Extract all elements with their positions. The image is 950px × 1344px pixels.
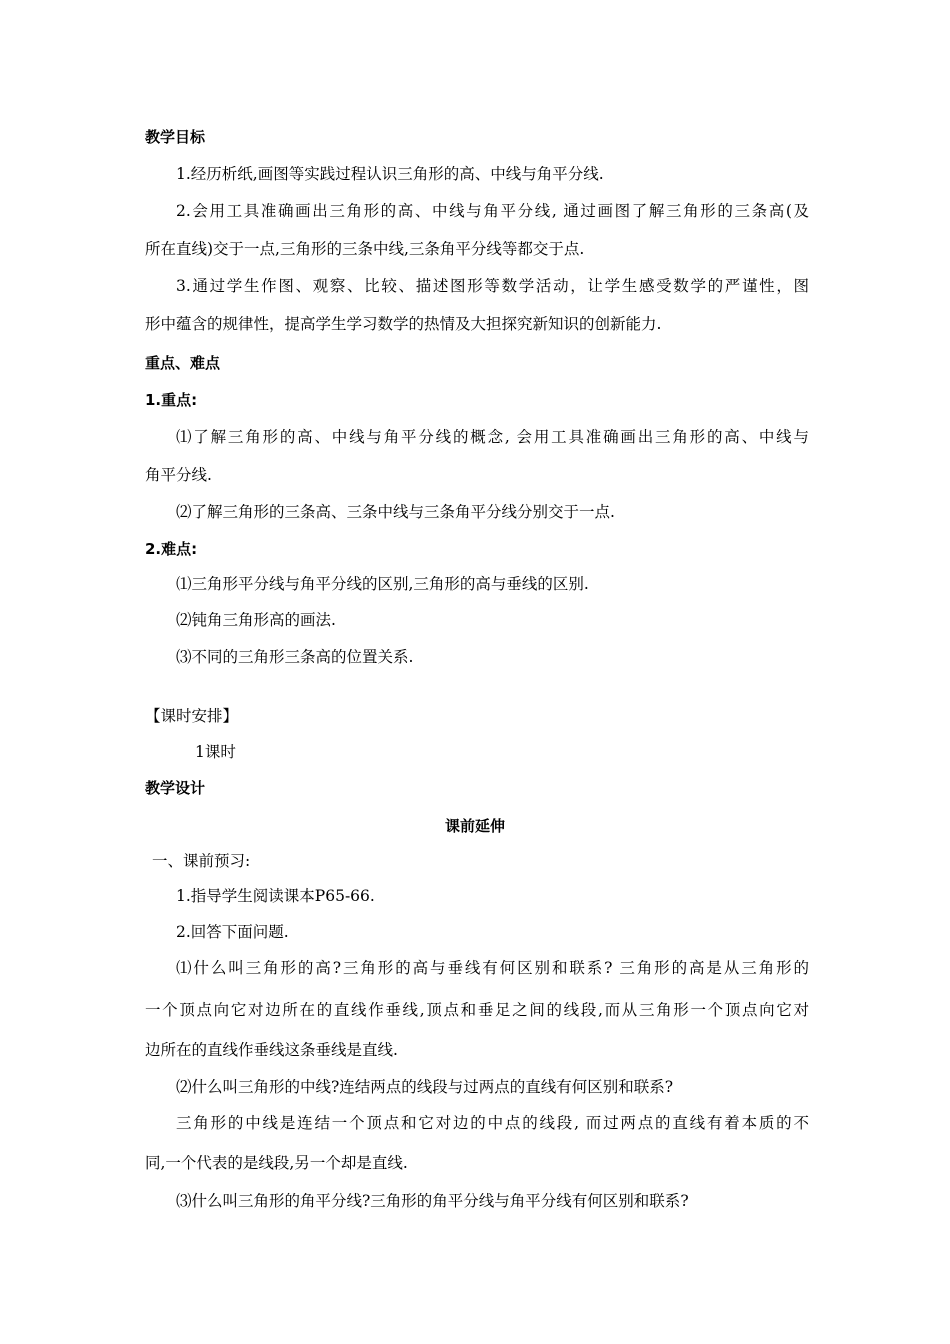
preview-step-2: 2.回答下面问题. [176,923,289,941]
section-heading-objectives: 教学目标 [145,128,206,146]
preview-step-1: 1.指导学生阅读课本P65-66. [176,887,375,905]
question-2: ⑵什么叫三角形的中线?连结两点的线段与过两点的直线有何区别和联系? [176,1078,674,1096]
focus-item-1-line-1: ⑴了解三角形的高、中线与角平分线的概念, 会用工具准确画出三角形的高、中线与 [176,428,809,446]
preview-heading: 一、课前预习: [152,852,251,870]
difficulty-item-1: ⑴三角形平分线与角平分线的区别,三角形的高与垂线的区别. [176,575,589,593]
question-3: ⑶什么叫三角形的角平分线?三角形的角平分线与角平分线有何区别和联系? [176,1192,689,1210]
focus-item-1-line-2: 角平分线. [145,466,212,484]
difficulty-item-2: ⑵钝角三角形高的画法. [176,611,336,629]
difficulty-heading: 2.难点: [145,540,198,558]
question-1-line-3: 边所在的直线作垂线这条垂线是直线. [145,1041,398,1059]
answer-2-line-1: 三角形的中线是连结一个顶点和它对边的中点的线段, 而过两点的直线有着本质的不 [176,1114,809,1132]
schedule-heading: 【课时安排】 [145,707,239,725]
design-subheading: 课前延伸 [444,817,505,835]
objective-item-1: 1.经历析纸,画图等实践过程认识三角形的高、中线与角平分线. [176,165,604,183]
focus-item-2: ⑵了解三角形的三条高、三条中线与三条角平分线分别交于一点. [176,503,615,521]
section-heading-keypoints: 重点、难点 [145,354,221,372]
question-1-line-2: 一个顶点向它对边所在的直线作垂线,顶点和垂足之间的线段,而从三角形一个顶点向它对 [145,1001,809,1019]
focus-heading: 1.重点: [145,391,198,409]
objective-item-3-line-1: 3.通过学生作图、观察、比较、描述图形等数学活动，让学生感受数学的严谨性，图 [176,277,809,295]
section-heading-design: 教学设计 [145,779,206,797]
question-1-line-1: ⑴什么叫三角形的高?三角形的高与垂线有何区别和联系? 三角形的高是从三角形的 [176,959,809,977]
difficulty-item-3: ⑶不同的三角形三条高的位置关系. [176,648,414,666]
answer-2-line-2: 同,一个代表的是线段,另一个却是直线. [145,1154,408,1172]
objective-item-3-line-2: 形中蕴含的规律性，提高学生学习数学的热情及大担探究新知识的创新能力. [145,315,662,333]
objective-item-2-line-1: 2.会用工具准确画出三角形的高、中线与角平分线, 通过画图了解三角形的三条高(及 [176,202,809,220]
objective-item-2-line-2: 所在直线)交于一点,三角形的三条中线,三条角平分线等都交于点. [145,240,585,258]
schedule-value: 1课时 [195,743,236,761]
